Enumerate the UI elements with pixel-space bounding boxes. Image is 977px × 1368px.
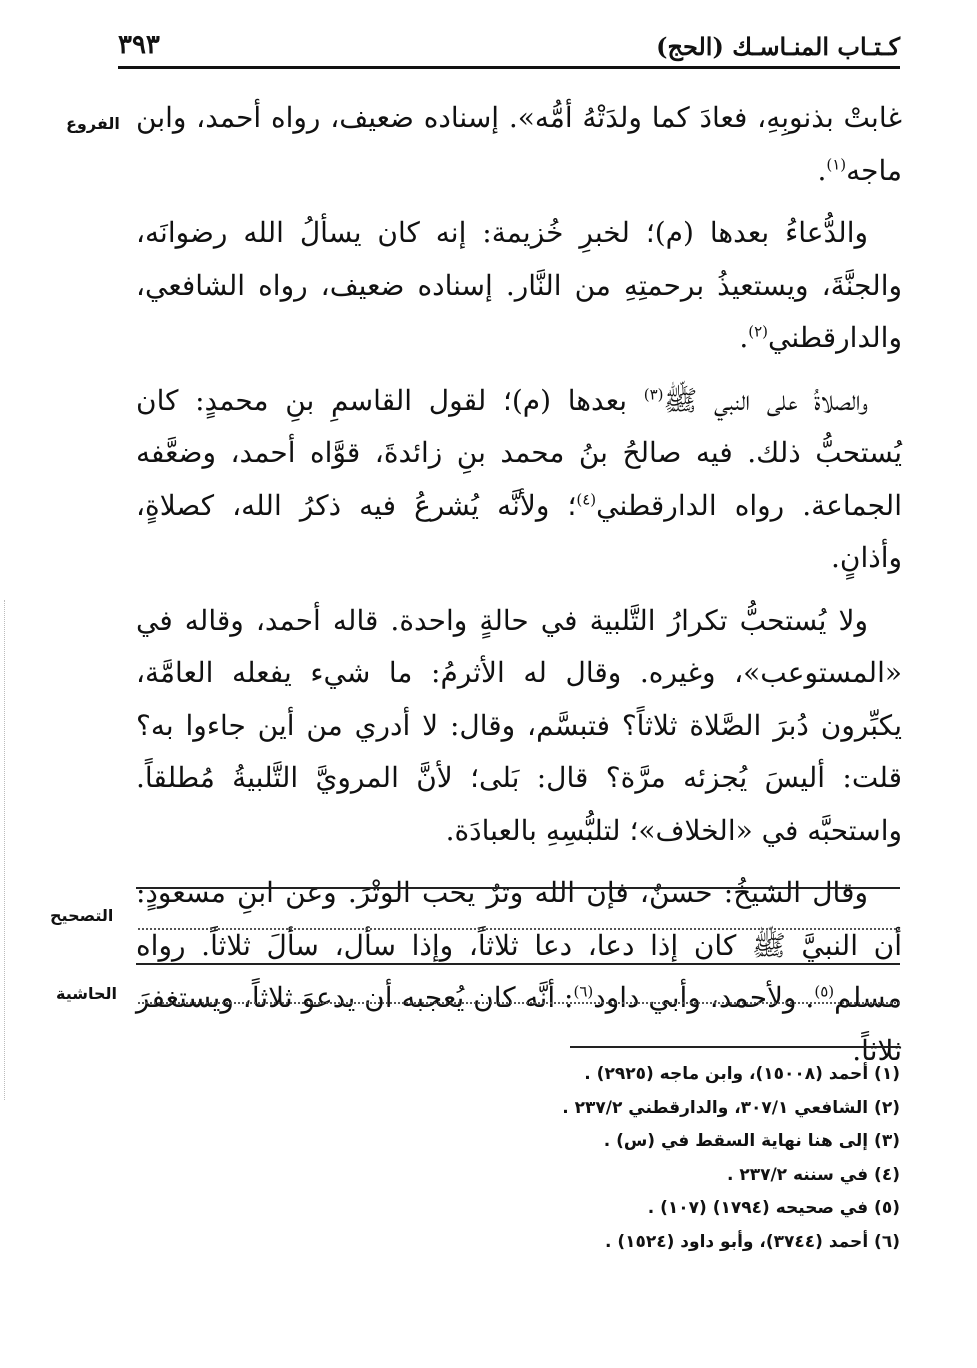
paragraph-3 bbox=[136, 375, 902, 585]
paragraph-5-part-a: وقال الشيخُ: حسنٌ، فإن الله وترٌ يحب الوتْرَ. وعن ابنِ مسعودٍ: أن النبيَّ ﷺ كان إذا دعا، دعا ثلاثاً، وإذا سأل، سألَ ثلاثاً. رواه مسلم bbox=[136, 876, 902, 1014]
margin-note-tashih: التصحيح bbox=[50, 906, 114, 925]
tashih-dotted-line bbox=[138, 928, 900, 930]
footnote-ref-2: (٢) bbox=[748, 322, 769, 341]
paragraph-3-part-a: والصلاةُ على النبي ﷺ bbox=[663, 383, 869, 417]
footnote-ref-6: (٦) bbox=[573, 982, 594, 1001]
footnote-3: (٣) إلى هنا نهاية السقط في (س) . bbox=[603, 1131, 900, 1151]
paragraph-3-part-c: ؛ ولأنَّه يُشرعُ فيه ذكرُ الله، كصلاةٍ، وأذانٍ. bbox=[136, 488, 902, 574]
paragraph-3-part-b: بعدها (م)؛ لقول القاسمِ بنِ محمدٍ: كان يُستحبُّ ذلك. فيه صالحُ بنُ محمد بنِ زائدةَ، قوَّاه أحمد، وضعَّفه الجماعة. رواه الدارقطني bbox=[136, 383, 902, 522]
footnote-5: (٥) في صحيحه (١٧٩٤) (١٠٧) . bbox=[647, 1198, 900, 1218]
paragraph-4: ولا يُستحبُّ تكرارُ التَّلبية في حالةٍ واحدة. قاله أحمد، وقاله في «المستوعب»، وغيره. وقال له الأثرمُ: ما شيء يفعله العامَّة، يكبِّرون دُبرَ الصَّلاة ثلاثاً؟ فتبسَّم، وقال: لا أدري من أين جاءوا به؟ قلت: أليسَ يُجزئه مرَّة؟ قال: بَلى؛ لأنَّ المرويَّ التَّلبيةُ مُطلقاً. واستحبَّه في «الخلاف»؛ لتلبُّسِهِ بالعبادَة. bbox=[136, 603, 902, 847]
footnote-6: (٦) أحمد (٣٧٤٤)، وأبو داود (١٥٢٤) . bbox=[604, 1231, 900, 1252]
paragraph-1 bbox=[136, 92, 902, 197]
paragraph-1-tail: . bbox=[817, 153, 827, 187]
footnote-ref-1: (١) bbox=[826, 155, 847, 174]
footnote-4: (٤) في سننه ٢٣٧/٢ . bbox=[726, 1164, 900, 1185]
footnote-1: (١) أحمد (١٥٠٠٨)، وابن ماجه (٢٩٢٥) . bbox=[584, 1064, 900, 1084]
footnote-separator bbox=[570, 1046, 900, 1048]
footnotes bbox=[300, 1058, 900, 1259]
paragraph-2-tail: . bbox=[739, 321, 749, 354]
header-rule bbox=[118, 66, 900, 69]
chapter-title: كـتـاب المنـاسـك (الحج) bbox=[656, 32, 900, 61]
hashia-dotted-line bbox=[138, 1002, 900, 1004]
paragraph-2-text: والدُّعاءُ بعدها (م)؛ لخبرِ خُزيمة: إنه كان يسألُ الله رضوانَه، والجنَّةَ، ويستعيذُ برحمتِهِ من النَّار. إسناده ضعيف، رواه الشافعي، والدارقطني bbox=[136, 216, 902, 354]
footnote-ref-5: (٥) bbox=[814, 982, 835, 1001]
paragraph-5-part-b: . ولأحمد، وأبي داود bbox=[593, 981, 815, 1014]
scan-edge-marks bbox=[4, 600, 5, 1100]
page-header bbox=[118, 26, 900, 66]
paragraph-2 bbox=[136, 207, 902, 365]
page-number: ٣٩٣ bbox=[118, 30, 160, 60]
margin-note-furu: الفروع bbox=[66, 114, 120, 133]
tashih-top-rule bbox=[136, 887, 900, 889]
main-text bbox=[136, 92, 902, 1087]
footnote-2: (٢) الشافعي ٣٠٧/١، والدارقطني ٢٣٧/٢ . bbox=[562, 1097, 900, 1118]
paragraph-1-text: غابتْ بذنوبِهِ، فعادَ كما ولدَتْهُ أمُّه». إسناده ضعيف، رواه أحمد، وابن ماجه bbox=[136, 101, 902, 187]
hashia-top-rule bbox=[136, 963, 900, 965]
footnote-ref-3: (٣) bbox=[643, 385, 664, 404]
margin-note-hashia: الحاشية bbox=[56, 984, 117, 1003]
paragraph-5-part-c: : أنَّه كان يُعجبه أن يدعوَ ثلاثاً، ويستغفرَ ثلاثاً. bbox=[136, 981, 902, 1067]
footnote-ref-4: (٤) bbox=[576, 490, 597, 509]
